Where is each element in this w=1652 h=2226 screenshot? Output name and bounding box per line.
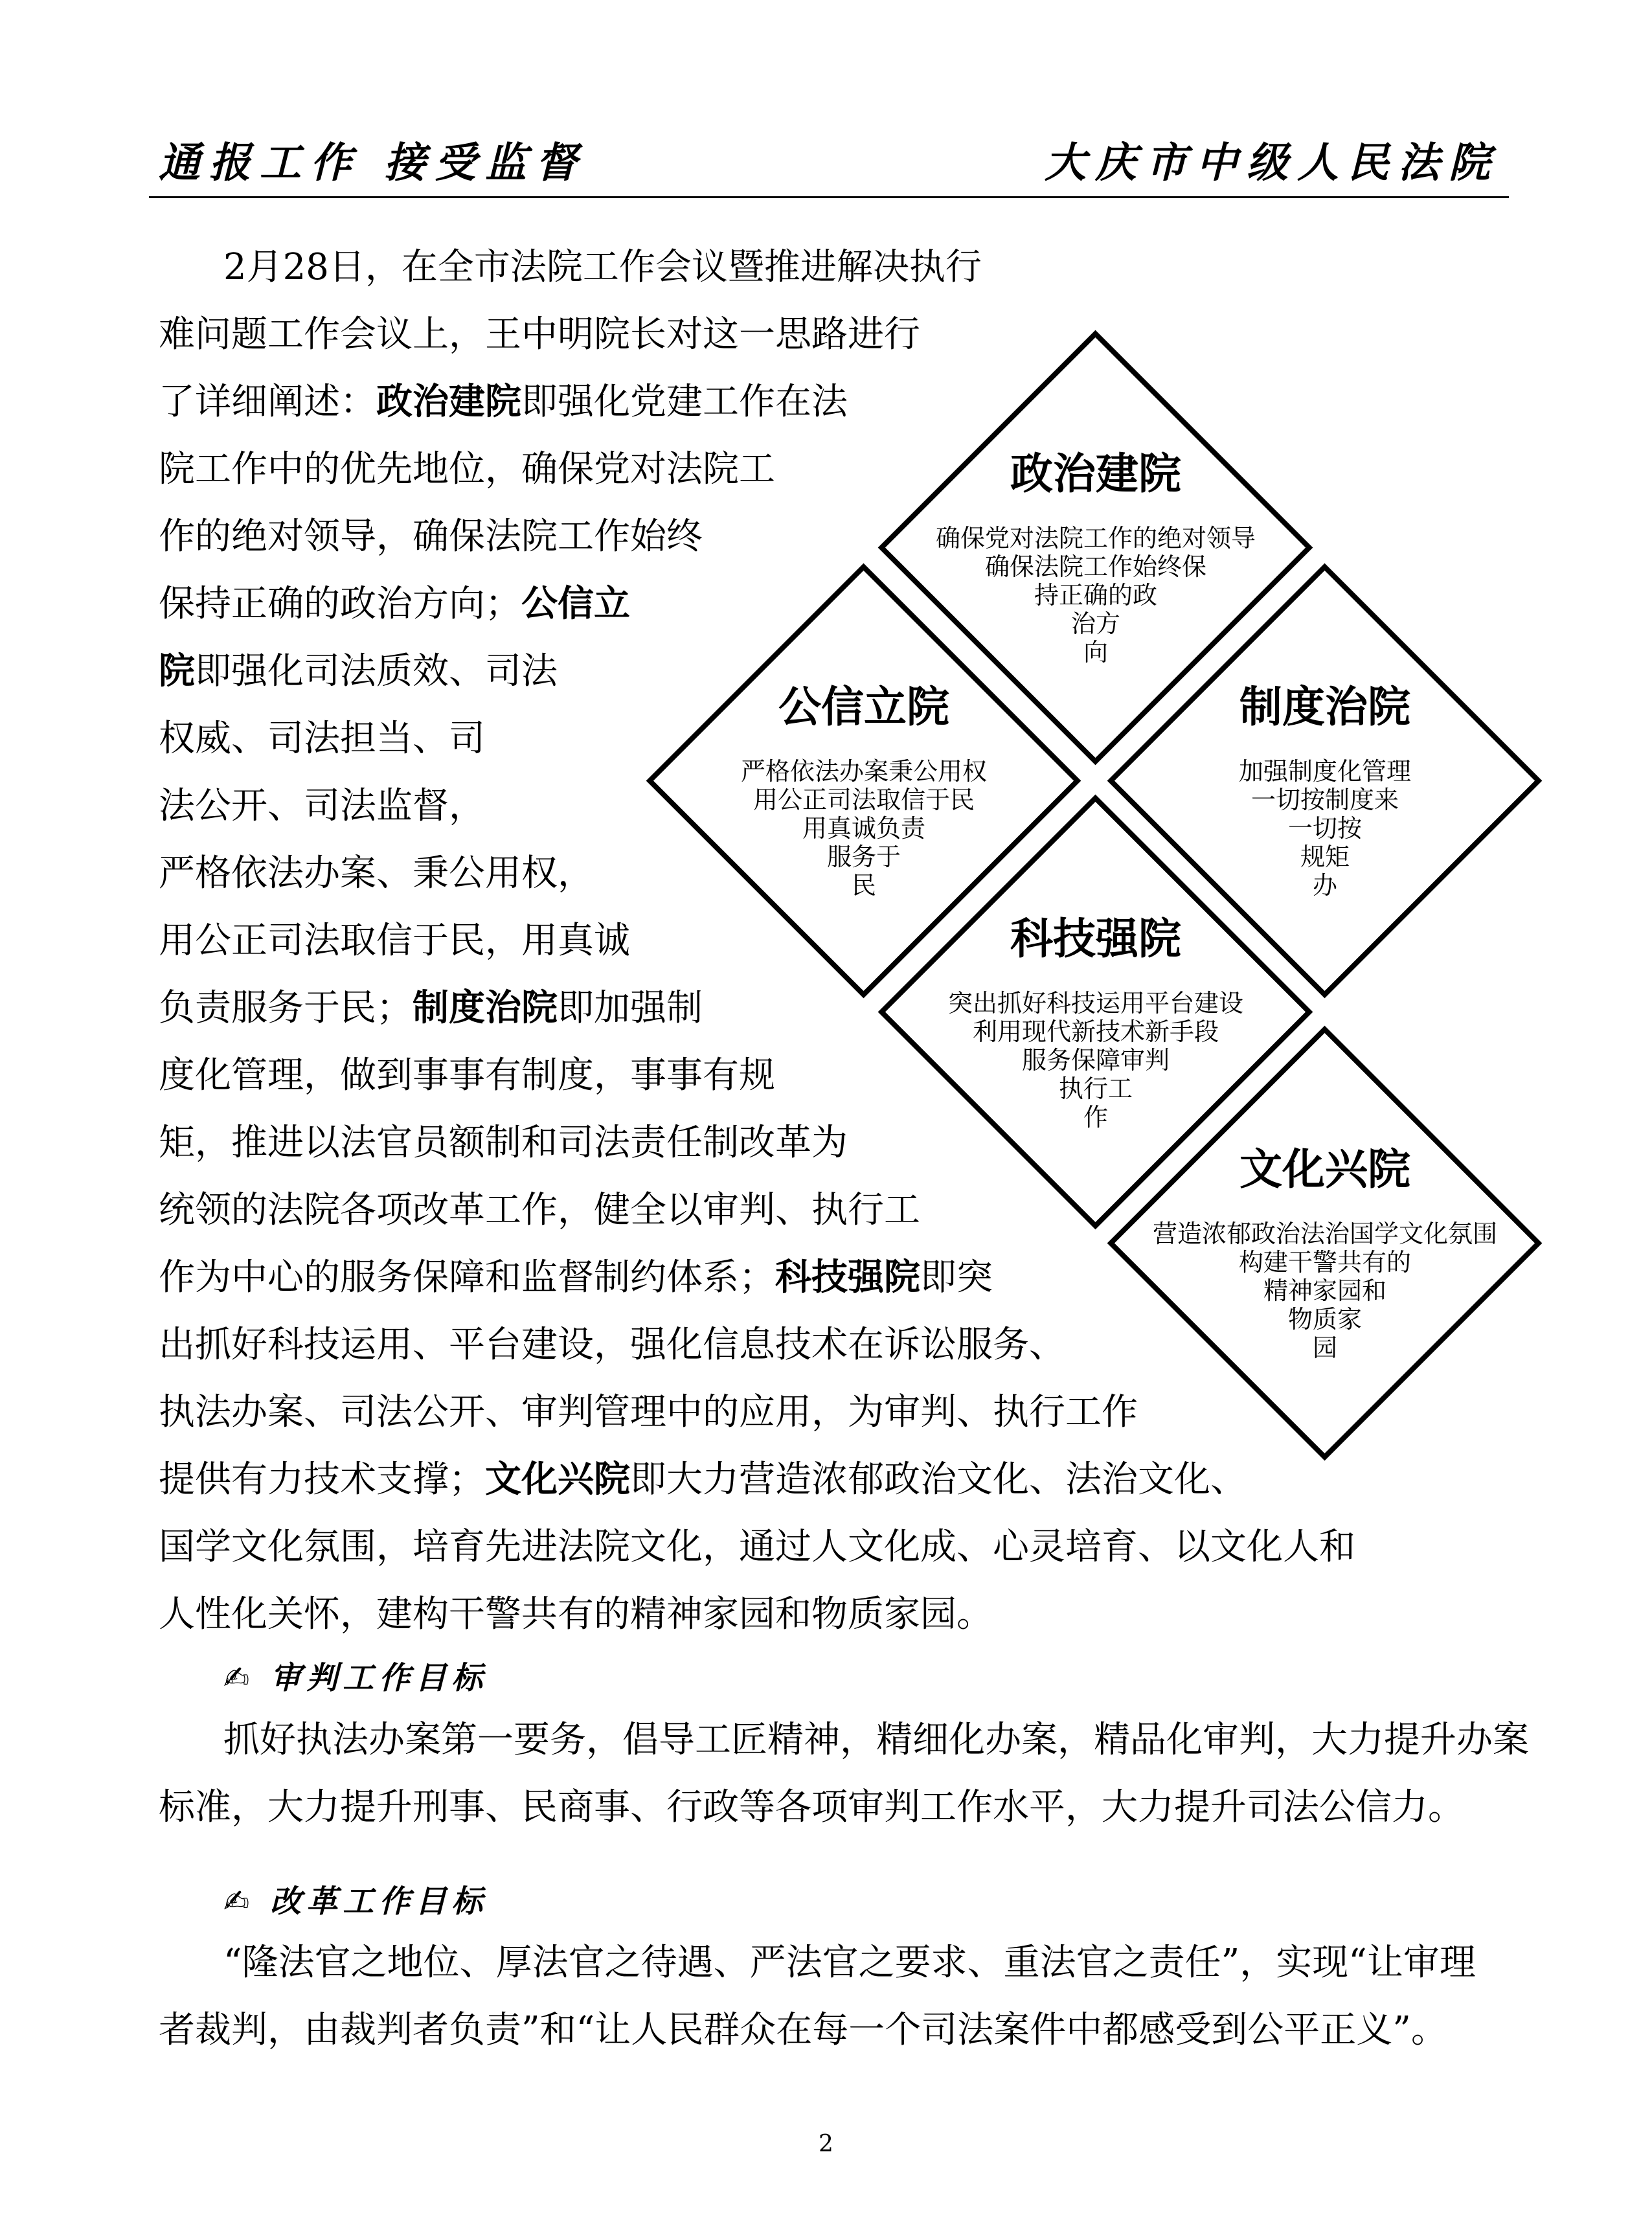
text-line: 者裁判，由裁判者负责”和“让人民群众在每一个司法案件中都感受到公平正义”。 bbox=[159, 2009, 1447, 2051]
diamond-line: 执行工 bbox=[1058, 1074, 1133, 1103]
label-keji bbox=[901, 904, 1290, 1131]
text-span: 作为中心的服务保障和监督制约体系； bbox=[159, 1256, 775, 1299]
text-span: 了详细阐述： bbox=[159, 381, 376, 423]
diamond-line: 利用现代新技术新手段 bbox=[972, 1017, 1219, 1046]
diamond-line: 办 bbox=[1312, 871, 1337, 900]
label-zhidu bbox=[1131, 672, 1519, 900]
header-slogan: 通报工作 接受监督 bbox=[159, 139, 587, 187]
keyword-zhengzhi: 政治建院 bbox=[376, 381, 521, 423]
text-line: 院工作中的优先地位，确保党对法院工 bbox=[159, 448, 775, 490]
text-line: 权威、司法担当、司 bbox=[159, 718, 485, 760]
diamond-line: 严格依法办案秉公用权 bbox=[740, 757, 987, 786]
diamond-title: 公信立院 bbox=[778, 682, 949, 732]
pen-icon: ✍ bbox=[223, 1883, 255, 1920]
diamond-line: 园 bbox=[1312, 1334, 1337, 1362]
diamond-line: 一切按 bbox=[1287, 814, 1362, 843]
diamond-line: 用公正司法取信于民 bbox=[752, 786, 975, 814]
text-line: 国学文化氛围，培育先进法院文化，通过人文化成、心灵培育、以文化人和 bbox=[159, 1526, 1355, 1568]
text-span: 提供有力技术支撑； bbox=[159, 1459, 485, 1501]
section-heading-reform bbox=[223, 1876, 488, 1921]
text-span: 保持正确的政治方向； bbox=[159, 583, 521, 625]
text-line: 执法办案、司法公开、审判管理中的应用，为审判、执行工作 bbox=[159, 1391, 1138, 1433]
text-line: 法公开、司法监督， bbox=[159, 785, 485, 827]
text-line: 严格依法办案、秉公用权， bbox=[159, 852, 594, 894]
header-divider bbox=[149, 196, 1509, 198]
text-line: 矩，推进以法官员额制和司法责任制改革为 bbox=[159, 1122, 848, 1164]
text-span: 即强化司法质效、司法 bbox=[195, 650, 558, 692]
diamond-line: 突出抓好科技运用平台建设 bbox=[947, 989, 1243, 1017]
diamond-title: 政治建院 bbox=[1010, 449, 1181, 499]
diamond-line: 作 bbox=[1083, 1103, 1108, 1131]
text-line: 统领的法院各项改革工作，健全以审判、执行工 bbox=[159, 1189, 920, 1231]
text-line bbox=[159, 1457, 1247, 1503]
diamond-line: 治方 bbox=[1070, 609, 1120, 638]
text-span: 即大力营造浓郁政治文化、法治文化、 bbox=[630, 1459, 1247, 1501]
page-number: 2 bbox=[819, 2131, 833, 2157]
text-line: 标准，大力提升刑事、民商事、行政等各项审判工作水平，大力提升司法公信力。 bbox=[159, 1786, 1464, 1828]
diamond-title: 制度治院 bbox=[1239, 682, 1410, 732]
pen-icon: ✍ bbox=[223, 1660, 255, 1696]
diamond-line: 精神家园和 bbox=[1263, 1277, 1386, 1305]
header-court-name: 大庆市中级人民法院 bbox=[1045, 139, 1499, 187]
diamond-line: 服务保障审判 bbox=[1021, 1046, 1170, 1074]
diamond-line: 加强制度化管理 bbox=[1238, 757, 1411, 786]
diamond-line: 物质家 bbox=[1287, 1305, 1362, 1334]
text-line: 抓好执法办案第一要务，倡导工匠精神，精细化办案，精品化审判，大力提升办案 bbox=[223, 1719, 1529, 1761]
section-heading-trial bbox=[223, 1653, 488, 1698]
diamond-line: 确保法院工作始终保 bbox=[984, 552, 1206, 581]
text-line bbox=[159, 986, 703, 1031]
diamond-line: 向 bbox=[1083, 638, 1108, 666]
keyword-gongxin-end: 院 bbox=[159, 650, 195, 692]
text-line: 度化管理，做到事事有制度，事事有规 bbox=[159, 1054, 775, 1096]
text-line: 作的绝对领导，确保法院工作始终 bbox=[159, 516, 703, 558]
label-zhengzhi bbox=[901, 439, 1290, 666]
text-line bbox=[159, 582, 630, 627]
diamond-title: 文化兴院 bbox=[1239, 1144, 1410, 1194]
text-span: 即强化党建工作在法 bbox=[521, 381, 848, 423]
diamond-line: 构建干警共有的 bbox=[1238, 1248, 1411, 1277]
diamond-line: 民 bbox=[851, 871, 876, 900]
keyword-wenhua: 文化兴院 bbox=[485, 1459, 630, 1501]
heading-text: 审判工作目标 bbox=[270, 1660, 488, 1696]
diamond-line: 一切按制度来 bbox=[1250, 786, 1399, 814]
text-line: 2月28日，在全市法院工作会议暨推进解决执行 bbox=[223, 246, 982, 288]
text-line: 出抓好科技运用、平台建设，强化信息技术在诉讼服务、 bbox=[159, 1324, 1065, 1366]
keyword-gongxin: 公信立 bbox=[521, 583, 630, 625]
text-span: 即加强制 bbox=[558, 987, 703, 1029]
heading-text: 改革工作目标 bbox=[270, 1883, 488, 1920]
page-header bbox=[159, 110, 1499, 201]
text-line bbox=[159, 380, 848, 425]
text-line bbox=[159, 649, 558, 694]
diamond-line: 规矩 bbox=[1300, 843, 1350, 871]
label-gongxin bbox=[670, 672, 1058, 900]
text-line: 人性化关怀，建构干警共有的精神家园和物质家园。 bbox=[159, 1593, 993, 1635]
diamond-title: 科技强院 bbox=[1010, 914, 1181, 964]
keyword-zhidu: 制度治院 bbox=[413, 987, 558, 1029]
text-line bbox=[159, 1255, 993, 1300]
text-line: 难问题工作会议上，王中明院长对这一思路进行 bbox=[159, 313, 920, 356]
label-wenhua bbox=[1131, 1135, 1519, 1362]
diamond-line: 确保党对法院工作的绝对领导 bbox=[935, 524, 1256, 552]
text-span: 负责服务于民； bbox=[159, 987, 413, 1029]
diamond-line: 用真诚负责 bbox=[802, 814, 925, 843]
diamond-line: 服务于 bbox=[826, 843, 901, 871]
diamond-line: 持正确的政 bbox=[1034, 581, 1157, 609]
text-span: 即突 bbox=[920, 1256, 993, 1299]
text-line: “隆法官之地位、厚法官之待遇、严法官之要求、重法官之责任”，实现“让审理 bbox=[223, 1942, 1476, 1984]
text-line: 用公正司法取信于民，用真诚 bbox=[159, 920, 630, 962]
keyword-keji: 科技强院 bbox=[775, 1256, 920, 1299]
diamond-line: 营造浓郁政治法治国学文化氛围 bbox=[1152, 1220, 1497, 1248]
